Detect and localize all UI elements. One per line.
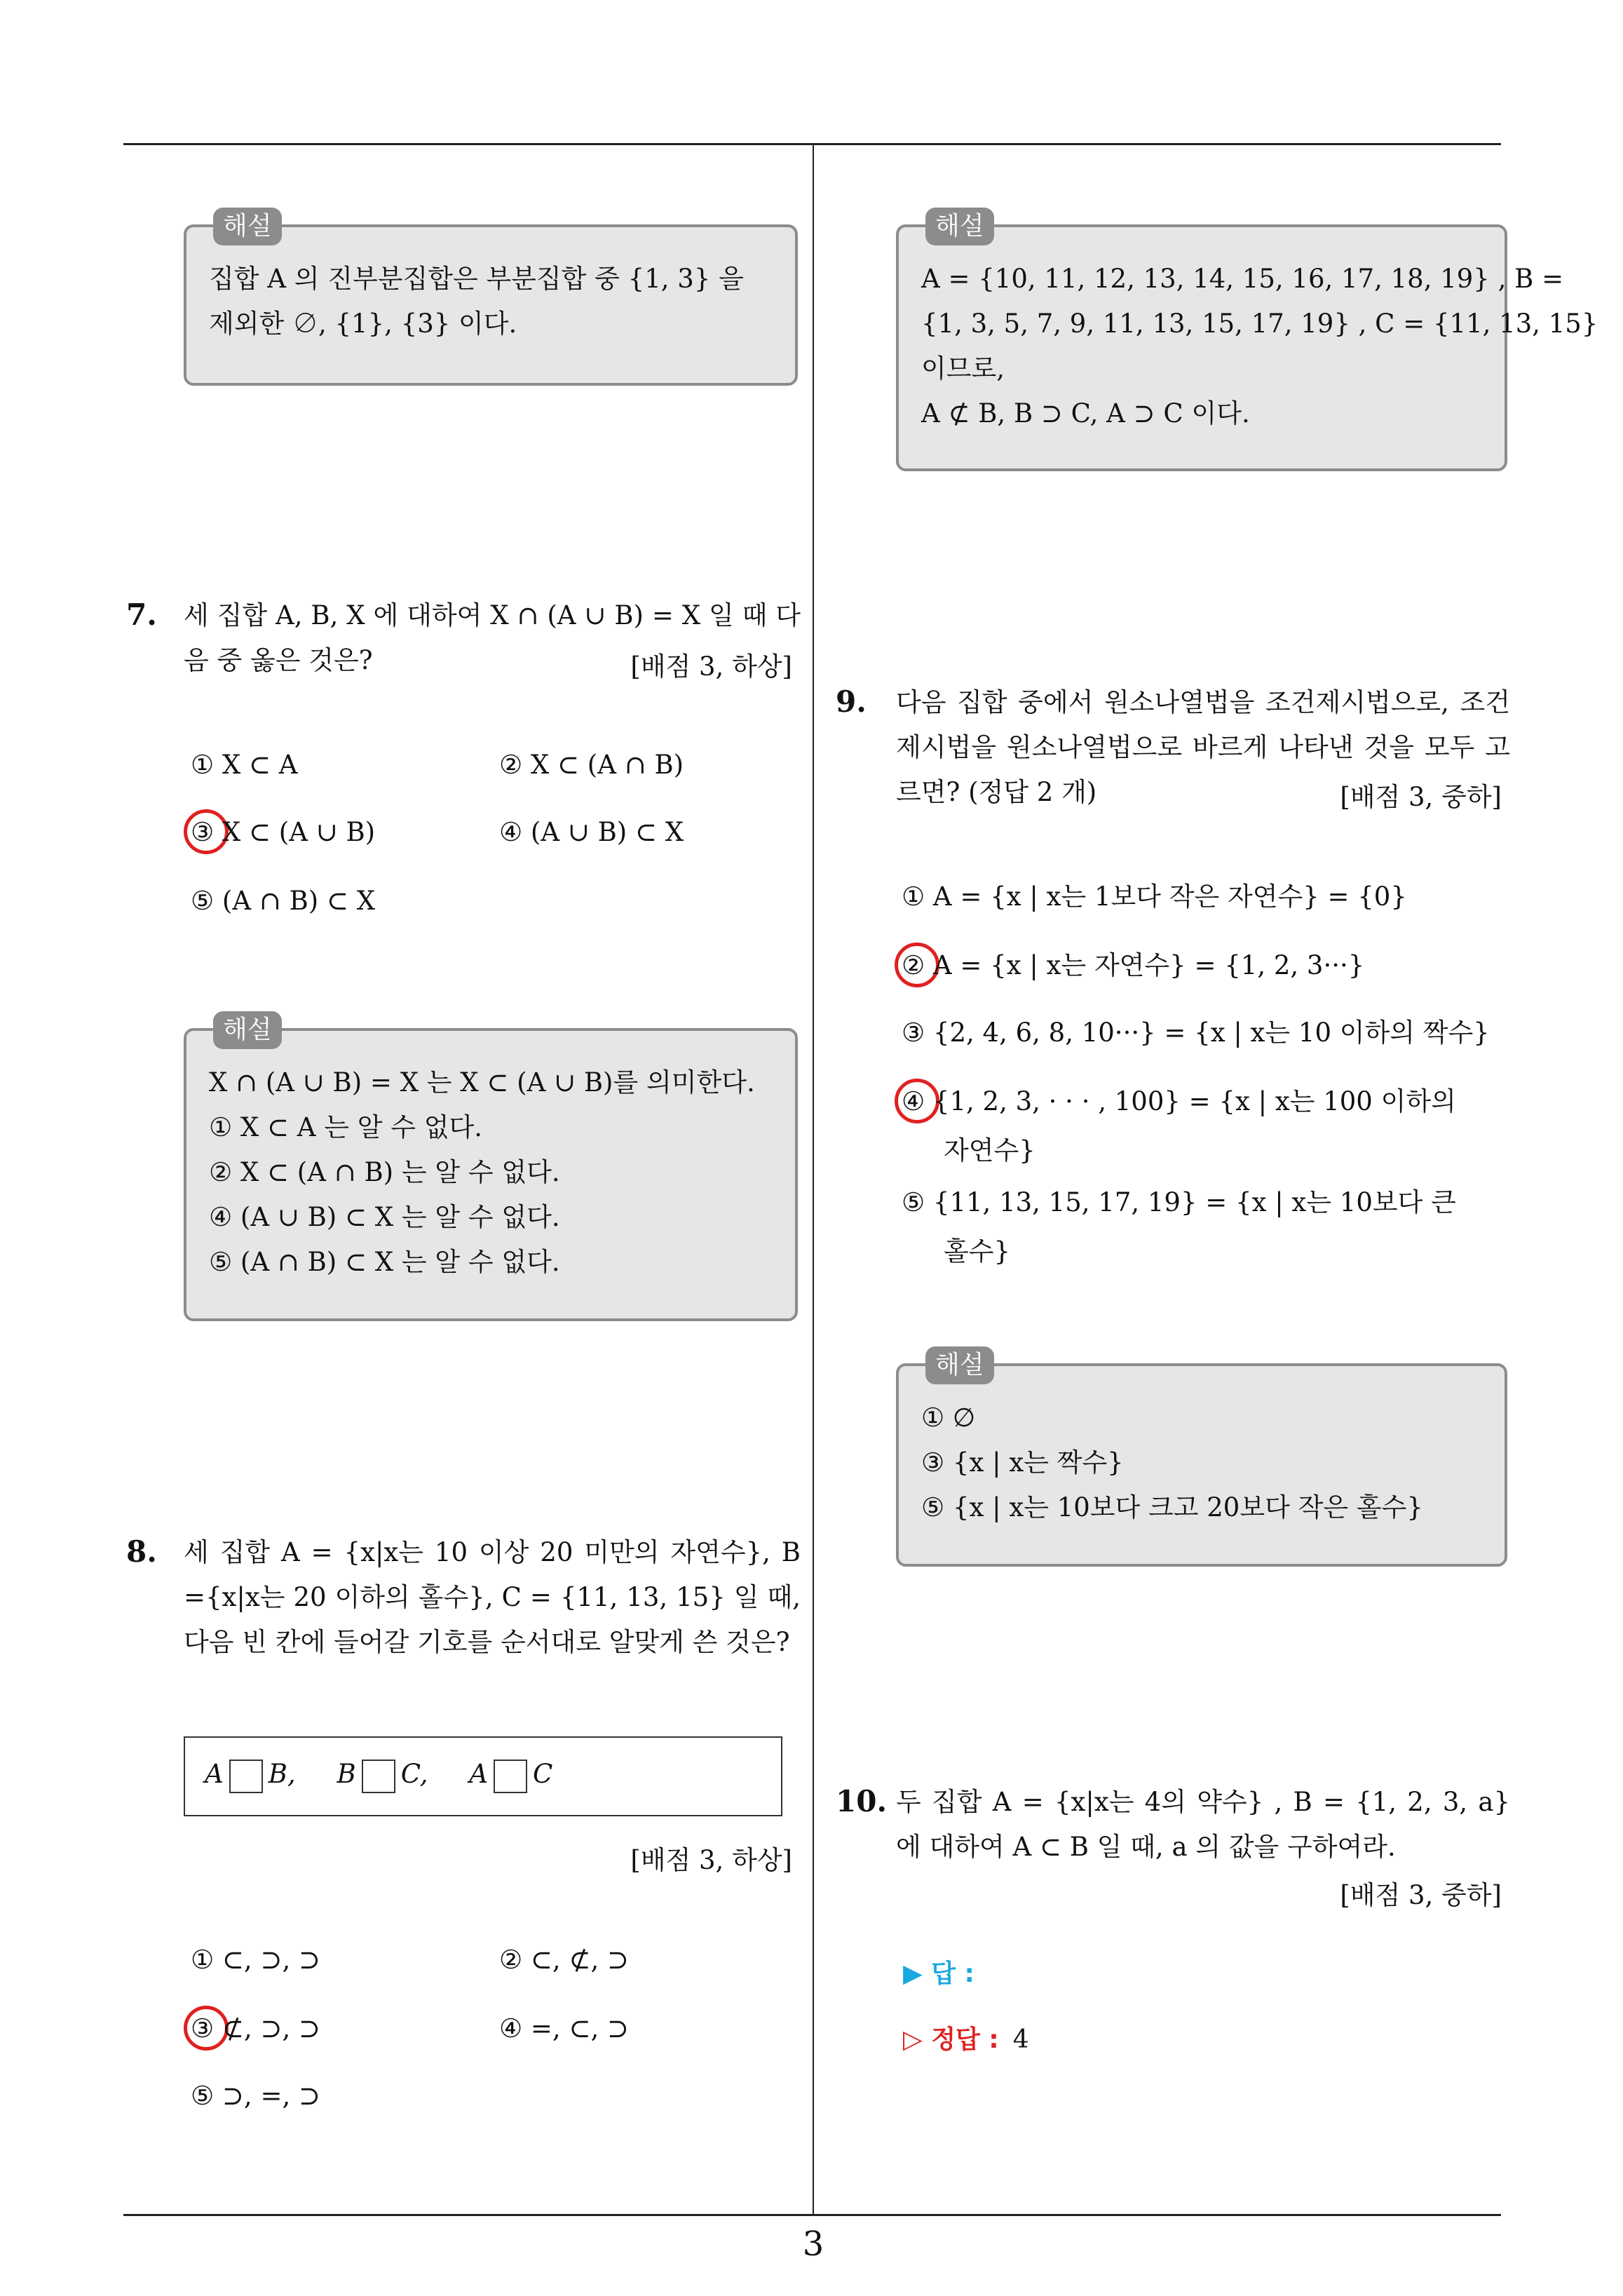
blank-term: C, — [400, 1759, 428, 1789]
choice-q9-4[interactable]: ④ {1, 2, 3, · · · , 100} = {x | x는 100 이하의 — [902, 1086, 1456, 1116]
blank-box — [184, 1736, 782, 1816]
choice-q8-2[interactable]: ② ⊂, ⊄, ⊃ — [499, 1945, 629, 1975]
bottom-rule — [123, 2214, 1501, 2216]
choice-q7-5[interactable]: ⑤ (A ∩ B) ⊂ X — [191, 886, 376, 916]
question-text-10: 두 집합 A = {x|x는 4의 약수} , B = {1, 2, 3, a} 에 대하여 A ⊂ B 일 때, a 의 값을 구하여라. — [896, 1787, 1510, 1862]
choice-q9-4-cont: 자연수} — [944, 1135, 1035, 1166]
choice-q7-4[interactable]: ④ (A ∪ B) ⊂ X — [499, 817, 684, 847]
page-number: 3 — [802, 2224, 824, 2264]
blank-term: C — [533, 1759, 553, 1789]
choice-q8-4[interactable]: ④ =, ⊂, ⊃ — [499, 2013, 629, 2044]
choice-q9-3[interactable]: ③ {2, 4, 6, 8, 10···} = {x | x는 10 이하의 짝수} — [902, 1018, 1490, 1048]
score-q10: [배점 3, 중하] — [1340, 1880, 1502, 1910]
question-text-9: 다음 집합 중에서 원소나열법을 조건제시법으로, 조건제시법을 원소나열법으로 바르게 나타낸 것을 모두 고르면? (정답 2 개) — [896, 687, 1510, 807]
choice-q7-3[interactable]: ③ X ⊂ (A ∪ B) — [191, 817, 376, 847]
solution-line: ② X ⊂ (A ∩ B) 는 알 수 없다. — [209, 1157, 560, 1187]
blank-term: B, — [268, 1759, 296, 1789]
score-q7: [배점 3, 하상] — [630, 651, 792, 682]
solution-line: ① ∅ — [921, 1403, 976, 1433]
blank-square[interactable] — [229, 1760, 263, 1793]
solution-label: 해설 — [925, 208, 994, 245]
blank-term: A — [469, 1759, 489, 1789]
blank-row — [205, 1759, 552, 1793]
correct-answer-value: 4 — [1012, 2025, 1029, 2054]
score-q9: [배점 3, 중하] — [1340, 782, 1502, 812]
question-text-7: 세 집합 A, B, X 에 대하여 X ∩ (A ∪ B) = X 일 때 다음 중 옳은 것은? — [184, 600, 801, 675]
choice-q8-5[interactable]: ⑤ ⊃, =, ⊃ — [191, 2081, 320, 2111]
solution-box-8 — [896, 212, 1598, 471]
blank-square[interactable] — [494, 1760, 527, 1793]
answer-prompt: ▶ 답 : — [903, 1959, 975, 1988]
choice-q9-5[interactable]: ⑤ {11, 13, 15, 17, 19} = {x | x는 10보다 큰 — [902, 1187, 1456, 1217]
solution-line: ③ {x | x는 짝수} — [921, 1447, 1124, 1478]
solution-line: ⑤ (A ∩ B) ⊂ X 는 알 수 없다. — [209, 1247, 560, 1277]
blank-square[interactable] — [362, 1760, 395, 1793]
correct-answer-row — [903, 2020, 1029, 2055]
solution-line: 제외한 ∅, {1}, {3} 이다. — [209, 309, 517, 339]
choice-q9-5-cont: 홀수} — [944, 1236, 1011, 1267]
blank-term: A — [205, 1759, 224, 1789]
column-divider — [813, 144, 814, 2215]
score-q8: [배점 3, 하상] — [630, 1845, 792, 1875]
correct-answer-label: ▷ 정답 : — [903, 2025, 999, 2054]
question-text-8: 세 집합 A = {x|x는 10 이상 20 미만의 자연수}, B ={x|x는 20 이하의 홀수}, C = {11, 13, 15} 일 때, 다음 빈 칸에 들어갈 기호를 순서대로 알맞게 쓴 것은? — [184, 1537, 801, 1657]
solution-label: 해설 — [925, 1346, 994, 1384]
choice-q9-1[interactable]: ① A = {x | x는 1보다 작은 자연수} = {0} — [902, 882, 1407, 912]
solution-box-6 — [184, 212, 798, 386]
solution-line: A ⊄ B, B ⊃ C, A ⊃ C 이다. — [921, 398, 1250, 428]
question-number-8: 8. — [126, 1534, 157, 1569]
solution-box-9 — [896, 1351, 1507, 1567]
choice-q8-3[interactable]: ③ ⊄, ⊃, ⊃ — [191, 2013, 320, 2044]
choice-q9-2[interactable]: ② A = {x | x는 자연수} = {1, 2, 3···} — [902, 950, 1365, 980]
solution-line: ④ (A ∪ B) ⊂ X 는 알 수 없다. — [209, 1202, 560, 1232]
solution-line: 집합 A 의 진부분집합은 부분집합 중 {1, 3} 을 — [209, 264, 744, 294]
solution-line: {1, 3, 5, 7, 9, 11, 13, 15, 17, 19} , C = {11, 13, 15} — [921, 309, 1598, 339]
question-number-10: 10. — [836, 1784, 888, 1818]
solution-line: ① X ⊂ A 는 알 수 없다. — [209, 1112, 483, 1142]
question-number-7: 7. — [126, 597, 157, 632]
solution-line: A = {10, 11, 12, 13, 14, 15, 16, 17, 18, 19} , B = — [921, 264, 1564, 294]
solution-label: 해설 — [213, 1011, 282, 1049]
solution-label: 해설 — [213, 208, 282, 245]
solution-line: 이므로, — [921, 353, 1005, 384]
choice-q7-2[interactable]: ② X ⊂ (A ∩ B) — [499, 750, 684, 780]
solution-box-7 — [184, 1015, 798, 1321]
choice-q8-1[interactable]: ① ⊂, ⊃, ⊃ — [191, 1945, 320, 1975]
question-number-9: 9. — [836, 684, 867, 719]
blank-term: B — [337, 1759, 356, 1789]
solution-line: X ∩ (A ∪ B) = X 는 X ⊂ (A ∪ B)를 의미한다. — [209, 1067, 755, 1098]
choice-q7-1[interactable]: ① X ⊂ A — [191, 750, 298, 780]
solution-line: ⑤ {x | x는 10보다 크고 20보다 작은 홀수} — [921, 1492, 1423, 1522]
